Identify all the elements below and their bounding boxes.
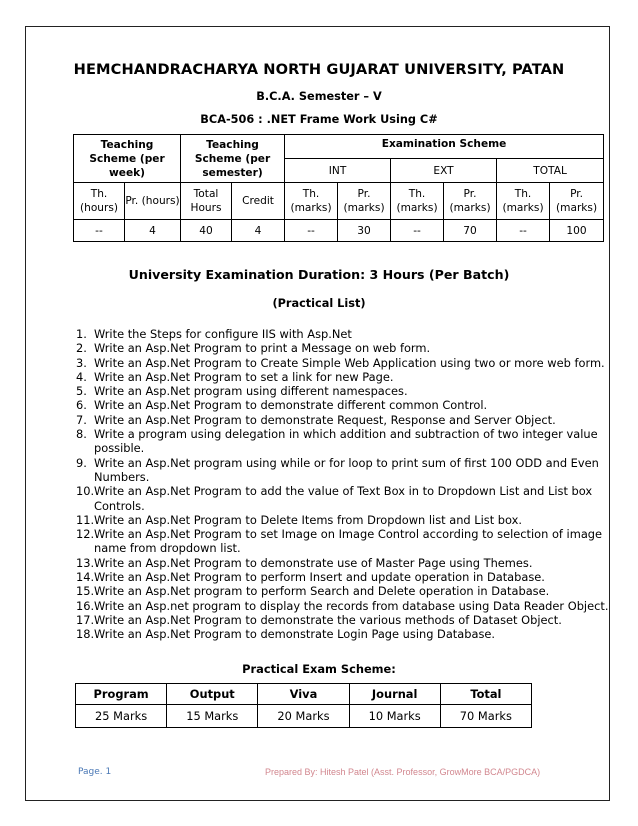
list-item-text: Write a program using delegation in which addition and subtraction of two integer value possible. <box>94 427 598 456</box>
list-item-text: Write an Asp.Net Program to demonstrate the various methods of Dataset Object. <box>94 612 562 627</box>
list-item-text: Write an Asp.Net Program to Delete Items from Dropdown list and List box. <box>94 512 523 527</box>
subheader-cell: Pr. (hours) <box>125 183 181 220</box>
list-item <box>76 513 616 527</box>
subheader-cell: Th. (marks) <box>391 183 444 220</box>
list-item <box>76 413 616 427</box>
list-item <box>76 356 616 370</box>
value-cell: -- <box>285 220 338 242</box>
exam-value-cell: 70 Marks <box>440 705 531 728</box>
practical-list <box>76 327 616 642</box>
subheader-cell: Pr. (marks) <box>444 183 497 220</box>
list-item-number: 5. <box>76 384 87 399</box>
list-item-number: 7. <box>76 412 87 427</box>
subheader-cell: Pr. (marks) <box>338 183 391 220</box>
exam-value-cell: 25 Marks <box>76 705 167 728</box>
list-item-number: 6. <box>76 398 87 413</box>
exam-scheme-table <box>75 683 532 728</box>
exam-scheme-title: Practical Exam Scheme: <box>242 662 396 676</box>
value-cell: 4 <box>232 220 285 242</box>
footer-prepared-by: Prepared By: Hitesh Patel (Asst. Professor, GrowMore BCA/PGDCA) <box>265 767 541 777</box>
value-cell: 4 <box>125 220 181 242</box>
list-item-number: 10. <box>76 484 95 499</box>
total-header: TOTAL <box>497 159 604 183</box>
list-item-number: 16. <box>76 598 95 613</box>
value-cell: 70 <box>444 220 497 242</box>
value-cell: 100 <box>550 220 604 242</box>
list-item <box>76 484 616 513</box>
list-item <box>76 570 616 584</box>
subheader-cell: Th. (marks) <box>285 183 338 220</box>
value-cell: 30 <box>338 220 391 242</box>
list-item-number: 1. <box>76 327 87 341</box>
list-item <box>76 384 616 398</box>
exam-value-cell: 10 Marks <box>349 705 440 728</box>
exam-header-cell: Viva <box>258 684 349 705</box>
value-cell: -- <box>74 220 125 242</box>
value-cell: -- <box>391 220 444 242</box>
list-item <box>76 427 616 456</box>
subheader-cell: Th. (hours) <box>74 183 125 220</box>
list-item-number: 3. <box>76 355 87 370</box>
list-item <box>76 556 616 570</box>
practical-list-heading: (Practical List) <box>272 297 366 310</box>
list-item <box>76 456 616 485</box>
list-item-text: Write an Asp.Net Program to demonstrate use of Master Page using Themes. <box>94 555 533 570</box>
list-item <box>76 398 616 412</box>
exam-header-cell: Output <box>167 684 258 705</box>
exam-header-cell: Program <box>76 684 167 705</box>
list-item-number: 2. <box>76 341 87 356</box>
exam-value-cell: 15 Marks <box>167 705 258 728</box>
list-item-number: 17. <box>76 612 95 627</box>
list-item-text: Write an Asp.Net Program to perform Insert and update operation in Database. <box>94 570 545 585</box>
teaching-scheme-semester-header: Teaching Scheme (per semester) <box>181 135 285 183</box>
list-item-text: Write an Asp.Net Program to print a Message on web form. <box>94 341 431 356</box>
exam-value-cell: 20 Marks <box>258 705 349 728</box>
list-item <box>76 613 616 627</box>
list-item-text: Write an Asp.Net Program to set a link for new Page. <box>94 369 394 384</box>
list-item <box>76 599 616 613</box>
examination-scheme-header: Examination Scheme <box>285 135 604 159</box>
list-item-number: 13. <box>76 555 95 570</box>
list-item-number: 4. <box>76 369 87 384</box>
exam-header-cell: Total <box>440 684 531 705</box>
semester-heading: B.C.A. Semester – V <box>256 90 382 103</box>
subheader-cell: Pr. (marks) <box>550 183 604 220</box>
subheader-cell: Total Hours <box>181 183 232 220</box>
int-header: INT <box>285 159 391 183</box>
subheader-cell: Th. (marks) <box>497 183 550 220</box>
list-item-text: Write an Asp.Net Program to set Image on Image Control according to selection of image name from dropdown list. <box>94 527 603 556</box>
ext-header: EXT <box>391 159 497 183</box>
teaching-scheme-week-header: Teaching Scheme (per week) <box>74 135 181 183</box>
list-item-number: 15. <box>76 584 95 599</box>
list-item-text: Write an Asp.Net Program to Create Simple Web Application using two or more web form. <box>94 355 605 370</box>
list-item-text: Write an Asp.Net Program to add the value of Text Box in to Dropdown List and List box Controls. <box>94 484 593 513</box>
list-item <box>76 327 616 341</box>
list-item <box>76 627 616 641</box>
list-item-number: 9. <box>76 455 87 470</box>
list-item <box>76 527 616 556</box>
course-heading: BCA-506 : .NET Frame Work Using C# <box>200 113 438 126</box>
list-item-text: Write an Asp.net program to display the records from database using Data Reader Object. <box>94 598 609 613</box>
exam-duration-heading: University Examination Duration: 3 Hours (Per Batch) <box>128 267 510 282</box>
list-item-number: 18. <box>76 627 95 642</box>
list-item-text: Write an Asp.Net program using different namespaces. <box>94 384 408 399</box>
list-item <box>76 584 616 598</box>
exam-header-cell: Journal <box>349 684 440 705</box>
list-item-text: Write an Asp.Net Program to demonstrate different common Control. <box>94 398 488 413</box>
value-cell: 40 <box>181 220 232 242</box>
university-title: HEMCHANDRACHARYA NORTH GUJARAT UNIVERSITY, PATAN <box>73 61 565 78</box>
list-item-number: 8. <box>76 427 87 442</box>
scheme-table <box>73 134 604 242</box>
list-item-number: 14. <box>76 570 95 585</box>
list-item-text: Write an Asp.Net Program to demonstrate Login Page using Database. <box>94 627 496 642</box>
list-item-number: 12. <box>76 527 95 542</box>
list-item-text: Write an Asp.Net program to perform Search and Delete operation in Database. <box>94 584 550 599</box>
list-item-text: Write an Asp.Net Program to demonstrate Request, Response and Server Object. <box>94 412 556 427</box>
value-cell: -- <box>497 220 550 242</box>
list-item <box>76 341 616 355</box>
list-item-number: 11. <box>76 512 95 527</box>
subheader-cell: Credit <box>232 183 285 220</box>
list-item <box>76 370 616 384</box>
list-item-text: Write an Asp.Net program using while or for loop to print sum of first 100 ODD and Even Numbers. <box>94 455 599 484</box>
footer-page-number: Page. 1 <box>78 767 112 777</box>
list-item-text: Write the Steps for configure IIS with Asp.Net <box>94 327 352 341</box>
